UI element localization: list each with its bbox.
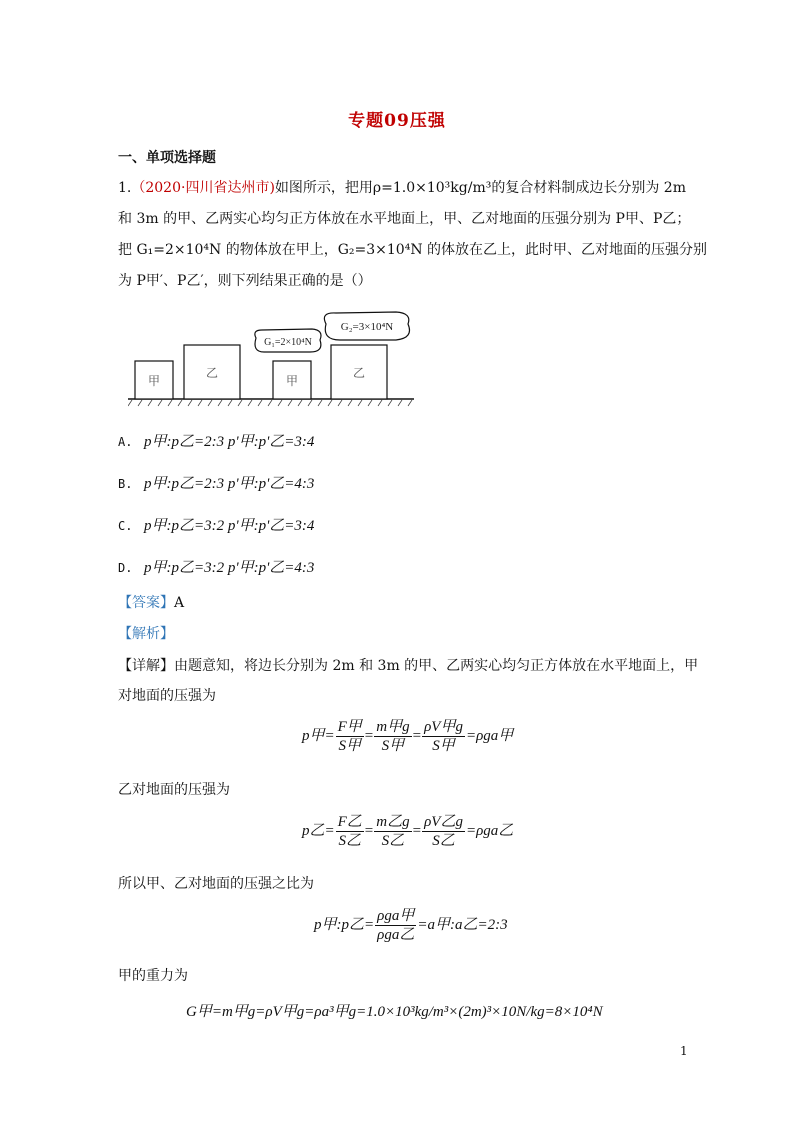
formula-2-frac-1: $\frac{\text{F乙}}{\text{S乙}}$: [337, 814, 362, 849]
page-number: 1: [680, 1044, 688, 1058]
question-line-2: 和 3m 的甲、乙两实心均匀正方体放在水平地面上，甲、乙对地面的压强分别为 P甲、P乙；: [118, 211, 691, 227]
text-yi-pressure: 乙对地面的压强为: [118, 782, 230, 798]
formula-3-rhs: =a甲:a乙=2:3: [417, 916, 508, 933]
formula-p-jia: p甲= $\frac{\text{F甲}}{\text{S甲}}$ = $\frac{\text{m甲g}}{\text{S甲}}$ = $\frac{\text{ρV甲g}}{\text{S甲}}$ =ρga甲: [302, 719, 514, 754]
answer-tag: 【答案】: [118, 595, 174, 611]
formula-2-rhs: =ρga乙: [465, 822, 514, 839]
weight-g2-label: G₂=3×10⁴N: [340, 321, 394, 333]
option-b[interactable]: [118, 472, 314, 493]
option-a-label: A.: [118, 435, 133, 449]
formula-3-frac-1: $\frac{\text{ρga甲}}{\text{ρga乙}}$: [377, 908, 415, 943]
detail-text-1: 由题意知，将边长分别为 2m 和 3m 的甲、乙两实心均匀正方体放在水平地面上，甲: [174, 658, 699, 674]
section-heading: 一、单项选择题: [118, 150, 216, 166]
block-jia-1-label: 甲: [147, 374, 161, 388]
formula-weight: G甲=m甲g=ρV甲g=ρa³甲g=1.0×10³kg/m³×(2m)³×10N/kg=8×10⁴N: [186, 1004, 603, 1020]
formula-2-frac-3: $\frac{\text{ρV乙g}}{\text{S乙}}$: [424, 814, 463, 849]
page-title: 专题09压强: [348, 111, 446, 131]
question-number: 1.: [118, 180, 132, 196]
analysis-tag: 【解析】: [118, 626, 174, 642]
question-source: （2020·四川省达州市): [131, 180, 275, 196]
text-weight: 甲的重力为: [118, 968, 188, 984]
question-line-1: [118, 178, 686, 198]
formula-2-lhs: p乙=: [302, 822, 335, 839]
blocks-figure: [128, 310, 418, 408]
option-d-label: D.: [118, 561, 133, 575]
answer-value: A: [174, 595, 185, 611]
formula-1-lhs: p甲=: [302, 727, 335, 744]
block-yi-1-label: 乙: [205, 366, 219, 380]
answer-line: [118, 593, 184, 613]
detail-line-2: 对地面的压强为: [118, 688, 216, 704]
formula-2-frac-2: $\frac{\text{m乙g}}{\text{S乙}}$: [376, 814, 410, 849]
block-yi-2-label: 乙: [352, 366, 366, 380]
formula-1-frac-3: $\frac{\text{ρV甲g}}{\text{S甲}}$: [424, 719, 463, 754]
question-line-4: 为 P甲′、P乙′，则下列结果正确的是（）: [118, 273, 372, 289]
option-b-text: p甲:p乙=2:3 p'甲:p'乙=4:3: [144, 476, 315, 492]
text-pressure-ratio: 所以甲、乙对地面的压强之比为: [118, 876, 314, 892]
option-c-text: p甲:p乙=3:2 p'甲:p'乙=3:4: [144, 518, 315, 534]
option-d[interactable]: [118, 556, 314, 577]
detail-line-1: [118, 656, 698, 676]
option-b-label: B.: [118, 477, 133, 491]
formula-ratio: [314, 907, 508, 944]
formula-1-rhs: =ρga甲: [465, 727, 514, 744]
option-a-text: p甲:p乙=2:3 p'甲:p'乙=3:4: [144, 434, 315, 450]
option-c-label: C.: [118, 519, 133, 533]
option-c[interactable]: [118, 514, 314, 535]
option-d-text: p甲:p乙=3:2 p'甲:p'乙=4:3: [144, 560, 315, 576]
option-a[interactable]: [118, 430, 314, 451]
formula-1-frac-1: $\frac{\text{F甲}}{\text{S甲}}$: [337, 719, 362, 754]
block-jia-2-label: 甲: [285, 374, 299, 388]
formula-1-frac-2: $\frac{\text{m甲g}}{\text{S甲}}$: [376, 719, 410, 754]
weight-g1-label: G₁=2×10⁴N: [264, 337, 312, 348]
question-line-3: 把 G₁=2×10⁴N 的物体放在甲上，G₂=3×10⁴N 的体放在乙上，此时甲、乙对地面的压强分别: [118, 242, 708, 258]
formula-p-yi: p乙= $\frac{\text{F乙}}{\text{S乙}}$ = $\frac{\text{m乙g}}{\text{S乙}}$ = $\frac{\text{ρV乙g}}{\text{S乙}}$ =ρga乙: [302, 814, 514, 849]
detail-tag: 【详解】: [118, 658, 174, 674]
question-text-1: 如图所示，把用ρ=1.0×10³kg/m³的复合材料制成边长分别为 2m: [274, 180, 686, 196]
formula-3-lhs: p甲:p乙=: [314, 916, 375, 933]
